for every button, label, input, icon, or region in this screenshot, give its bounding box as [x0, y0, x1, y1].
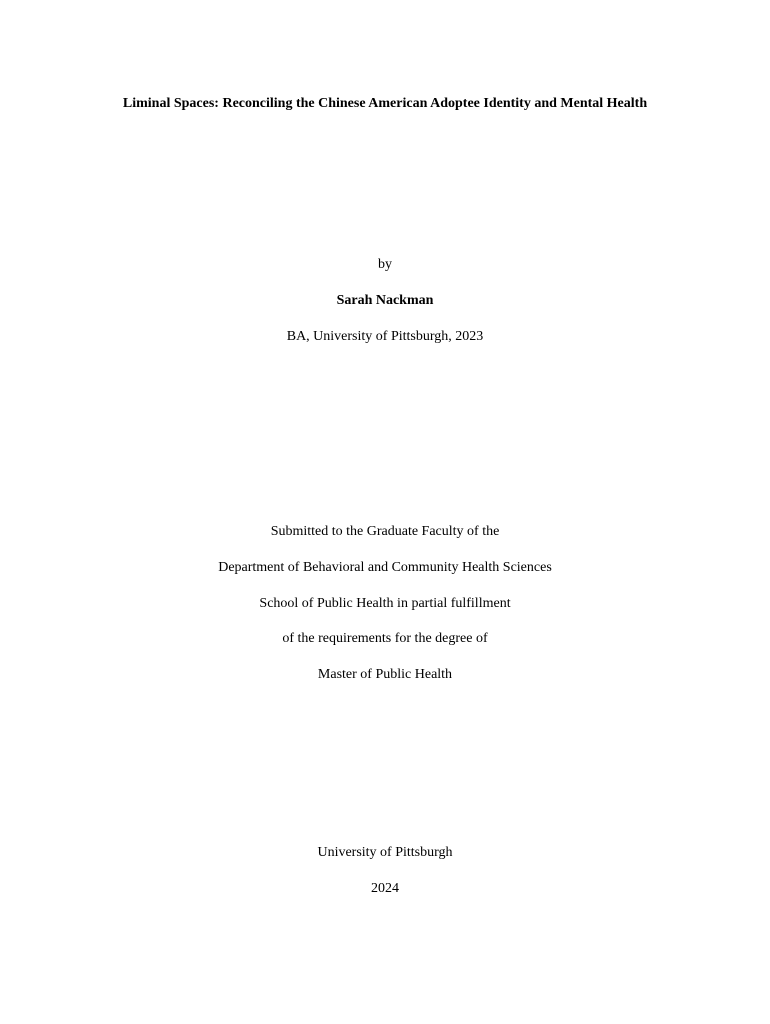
document-title: Liminal Spaces: Reconciling the Chinese American Adoptee Identity and Mental Health [122, 96, 648, 111]
by-label: by [378, 257, 392, 272]
degree-name: Master of Public Health [317, 667, 453, 682]
institution-name: University of Pittsburgh [317, 845, 453, 860]
submission-line: School of Public Health in partial fulfillment [259, 596, 511, 611]
prior-degree: BA, University of Pittsburgh, 2023 [286, 329, 484, 344]
submission-line: Submitted to the Graduate Faculty of the [270, 524, 500, 539]
author-name: Sarah Nackman [336, 293, 434, 308]
submission-year: 2024 [371, 881, 399, 896]
submission-line: Department of Behavioral and Community Health Sciences [218, 560, 552, 575]
submission-line: of the requirements for the degree of [282, 631, 488, 646]
